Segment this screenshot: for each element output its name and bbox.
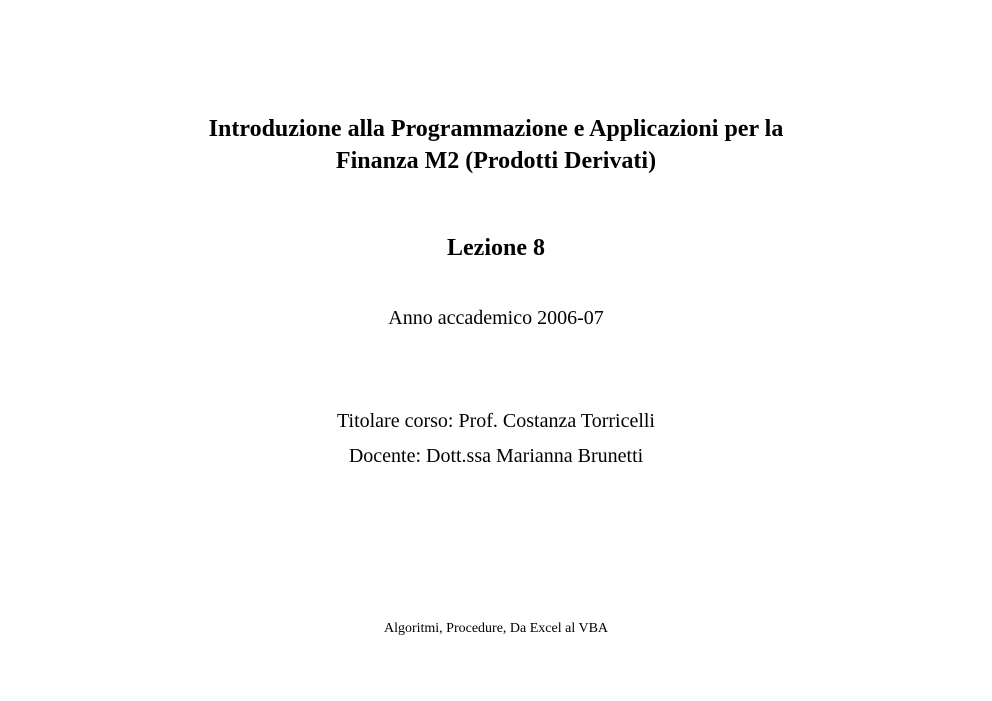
- title-line-2: Finanza M2 (Prodotti Derivati): [335, 148, 657, 174]
- lesson-heading: Lezione 8: [447, 235, 545, 261]
- academic-year: Anno accademico 2006-07: [388, 307, 604, 329]
- topics-footer: Algoritmi, Procedure, Da Excel al VBA: [383, 621, 609, 636]
- title-line-1: Introduzione alla Programmazione e Applicazioni per la: [208, 116, 784, 142]
- lecturer: Docente: Dott.ssa Marianna Brunetti: [348, 445, 644, 467]
- course-holder: Titolare corso: Prof. Costanza Torricelli: [337, 410, 655, 432]
